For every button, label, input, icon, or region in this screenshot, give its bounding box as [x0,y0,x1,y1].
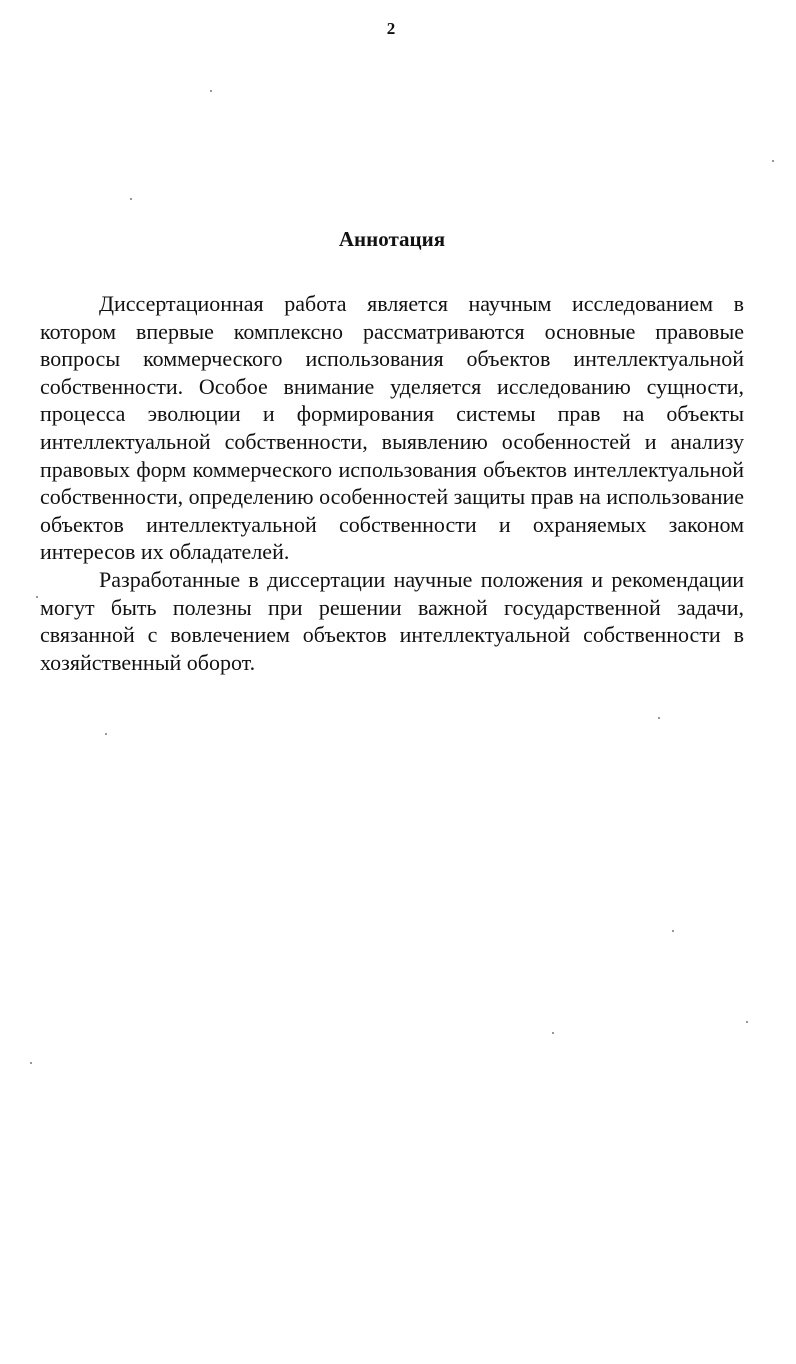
scan-speck [105,733,107,735]
scan-speck [552,1032,554,1034]
paragraph-1: Диссертационная работа является научным исследованием в котором впервые комплексно рассматриваются основные правовые вопросы коммерческого использования объектов интеллектуальной собственности. Особое внимание уделяется исследованию сущности, процесса эволюции и формирования системы прав на объекты интеллектуальной собственности, выявлению особенностей и анализу правовых форм коммерческого использования объектов интеллектуальной собственности, определению особенностей защиты прав на использование объектов интеллектуальной собственности и охраняемых законом интересов их обладателей. [40,291,744,565]
scan-speck [30,1062,32,1064]
scan-speck [746,1021,748,1023]
scan-speck [658,717,660,719]
page-number: 2 [386,19,396,38]
scan-speck [672,930,674,932]
annotation-body [40,290,744,676]
scan-speck [130,198,132,200]
scan-speck [36,596,38,598]
page-title: Аннотация [338,227,446,251]
scan-speck [772,160,774,162]
paragraph-2: Разработанные в диссертации научные положения и рекомендации могут быть полезны при решении важной государственной задачи, связанной с вовлечением объектов интеллектуальной собственности в хозяйственный оборот. [40,566,744,675]
scan-speck [210,90,212,92]
